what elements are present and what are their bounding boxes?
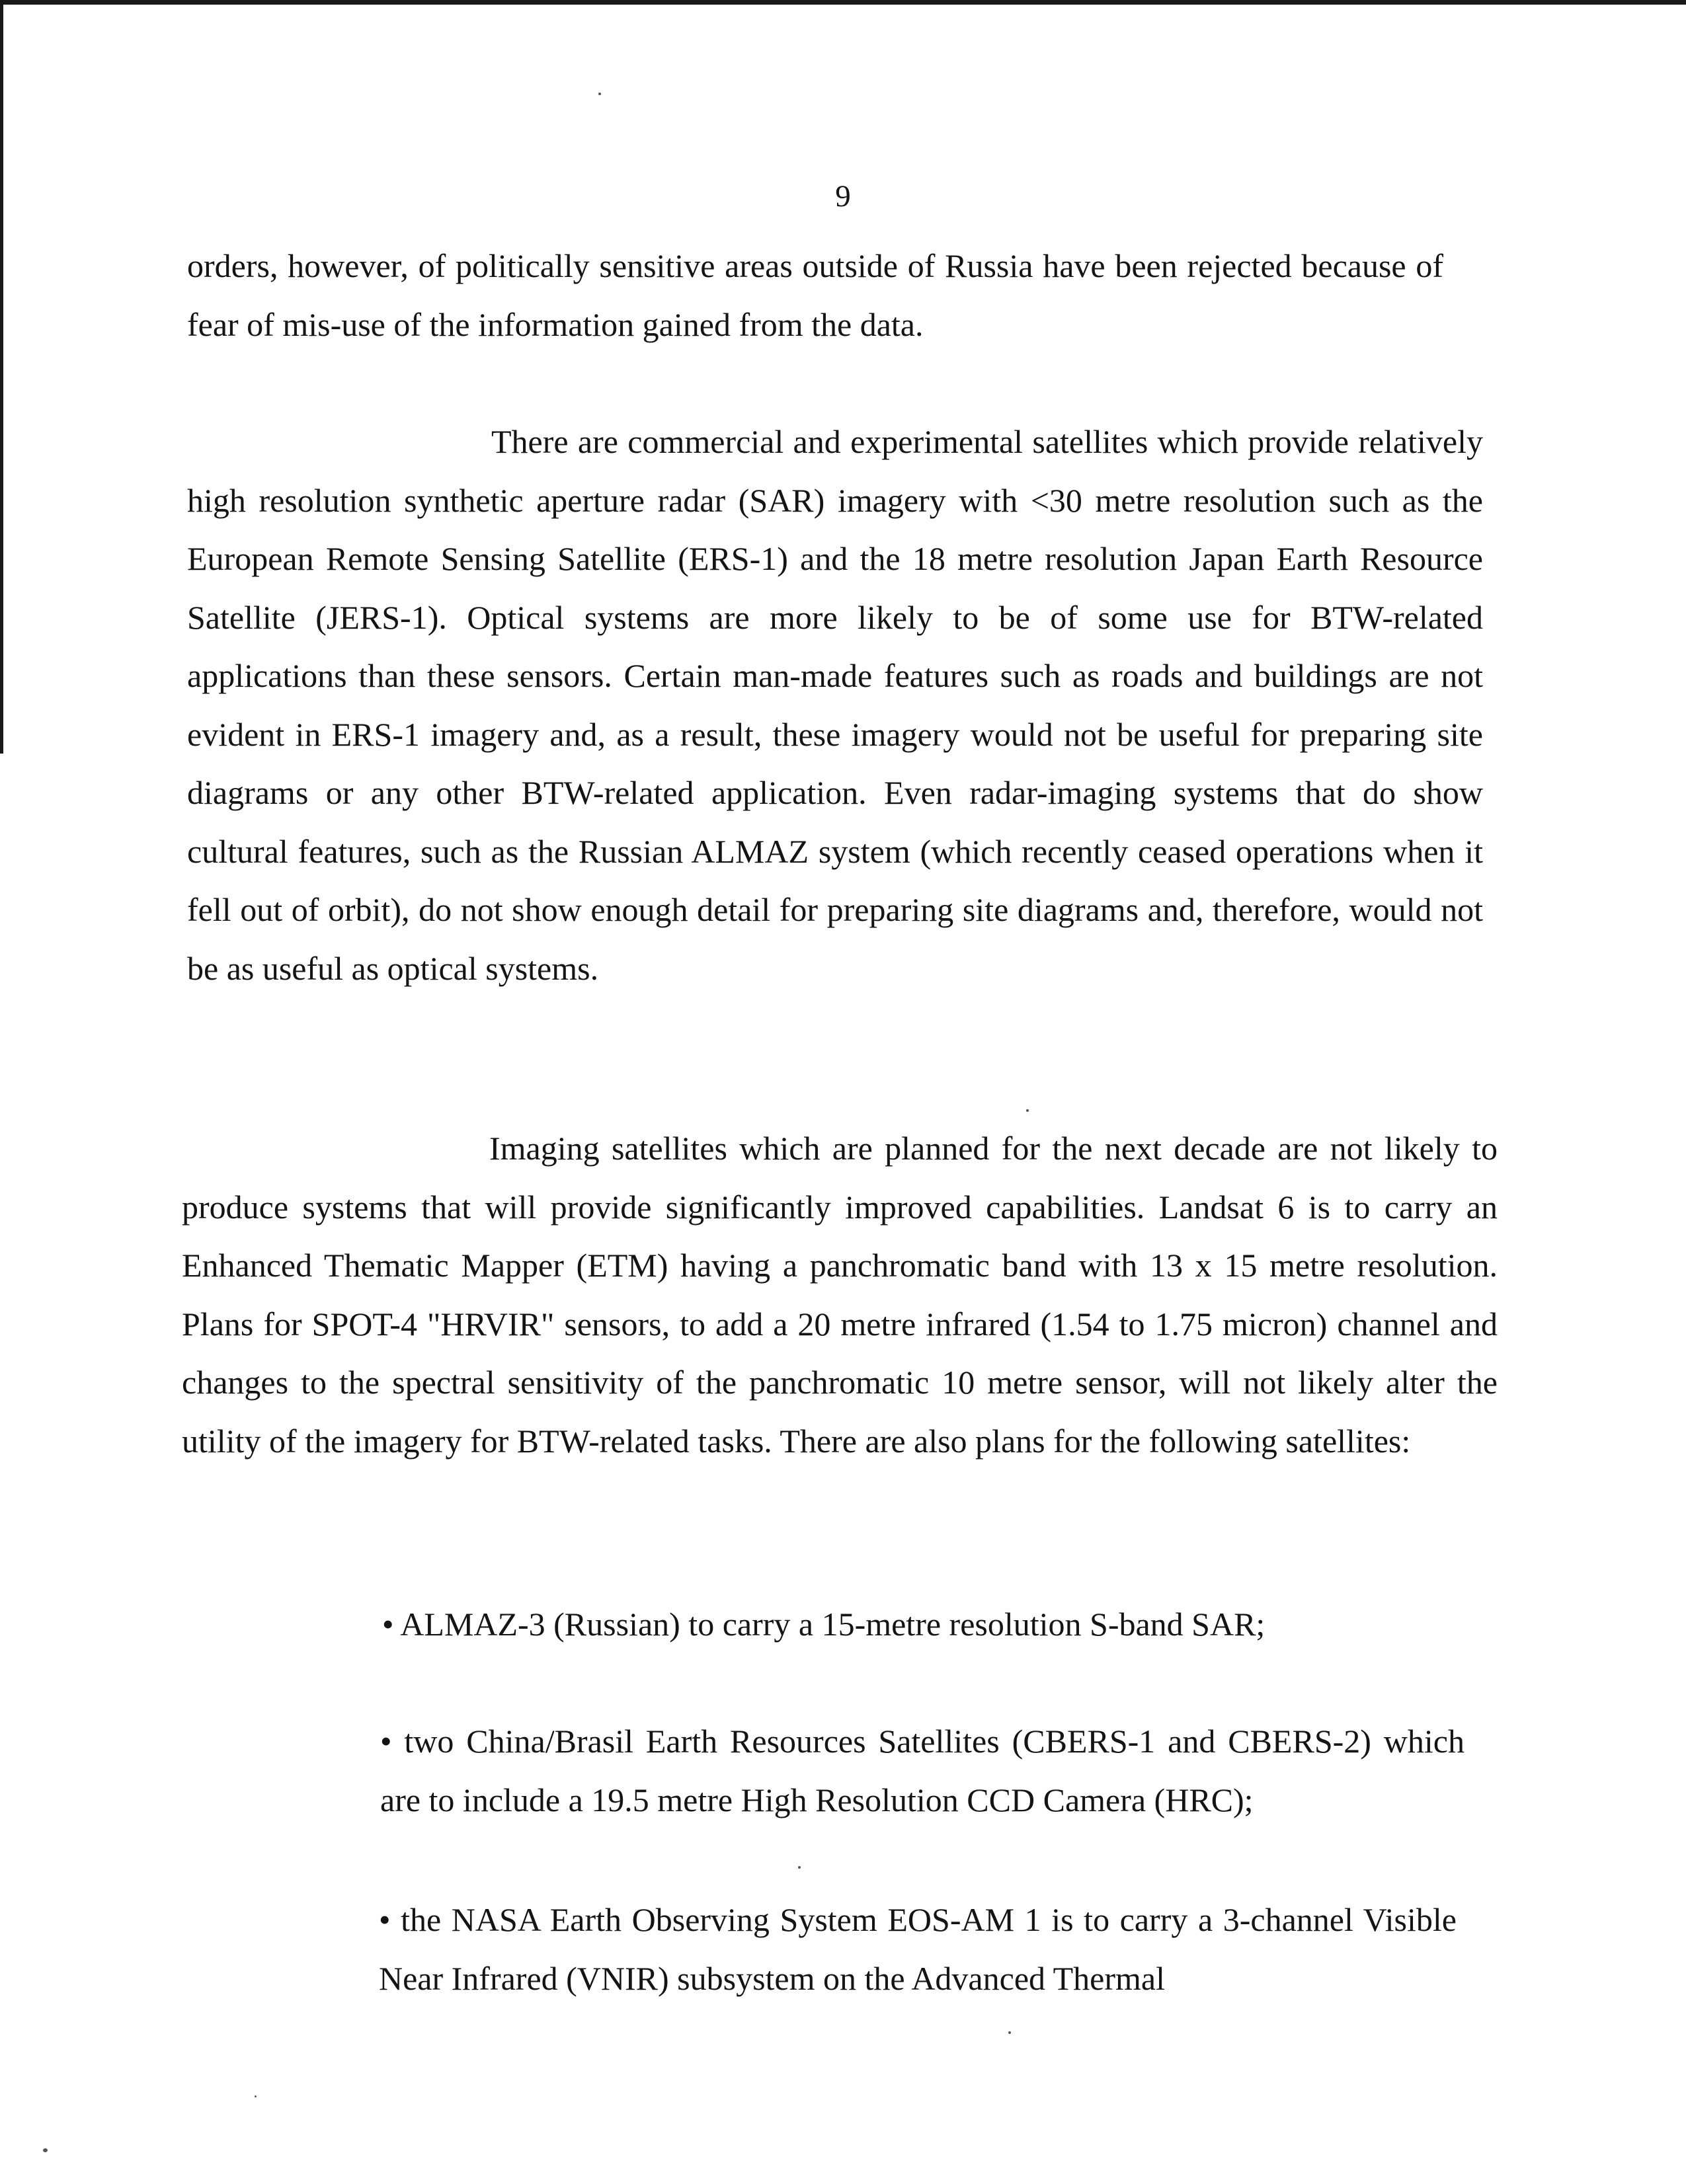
- bullet-eos-am1: • the NASA Earth Observing System EOS-AM 1 is to carry a 3-channel Visible Near Infrared (VNIR) subsystem on the Advanced Thermal: [379, 1901, 1457, 1997]
- scan-speck: [43, 2148, 48, 2152]
- scan-speck: [1026, 1109, 1029, 1112]
- bullet-almaz-3: • ALMAZ-3 (Russian) to carry a 15-metre resolution S-band SAR;: [382, 1606, 1265, 1643]
- scan-border-left: [0, 0, 3, 754]
- paragraph-sar-satellites: There are commercial and experimental satellites which provide relatively high resolution synthetic aperture radar (SAR) imagery with <30 metre resolution such as the European Remote Sensing Satellite (ERS-1) and the 18 metre resolution Japan Earth Resource Satellite (JERS-1). Optical systems are more likely to be of some use for BTW-related applications than these sensors. Certain man-made features such as roads and buildings are not evident in ERS-1 imagery and, as a result, these imagery would not be useful for preparing site diagrams or any other BTW-related application. Even radar-imaging systems that do show cultural features, such as the Russian ALMAZ system (which recently ceased operations when it fell out of orbit), do not show enough detail for preparing site diagrams and, therefore, would not be as useful as optical systems.: [187, 423, 1483, 987]
- scan-border-top: [0, 0, 1686, 5]
- scan-speck: [255, 2095, 257, 2097]
- bullet-cbers: • two China/Brasil Earth Resources Satellites (CBERS-1 and CBERS-2) which are to include a 19.5 metre High Resolution CCD Camera (HRC);: [380, 1723, 1465, 1818]
- scan-speck: [1008, 2031, 1011, 2034]
- page-number: 9: [835, 179, 851, 214]
- paragraph-planned-satellites: Imaging satellites which are planned for the next decade are not likely to produce systems that will provide significantly improved capabilities. Landsat 6 is to carry an Enhanced Thematic Mapper (ETM) having a panchromatic band with 13 x 15 metre resolution. Plans for SPOT-4 "HRVIR" sensors, to add a 20 metre infrared (1.54 to 1.75 micron) channel and changes to the spectral sensitivity of the panchromatic 10 metre sensor, will not likely alter the utility of the imagery for BTW-related tasks. There are also plans for the following satellites:: [182, 1130, 1498, 1460]
- scan-speck: [598, 93, 601, 95]
- paragraph-continuation: orders, however, of politically sensitive areas outside of Russia have been rejected because of fear of mis-use of the information gained from the data.: [187, 247, 1443, 343]
- scan-speck: [798, 1866, 801, 1869]
